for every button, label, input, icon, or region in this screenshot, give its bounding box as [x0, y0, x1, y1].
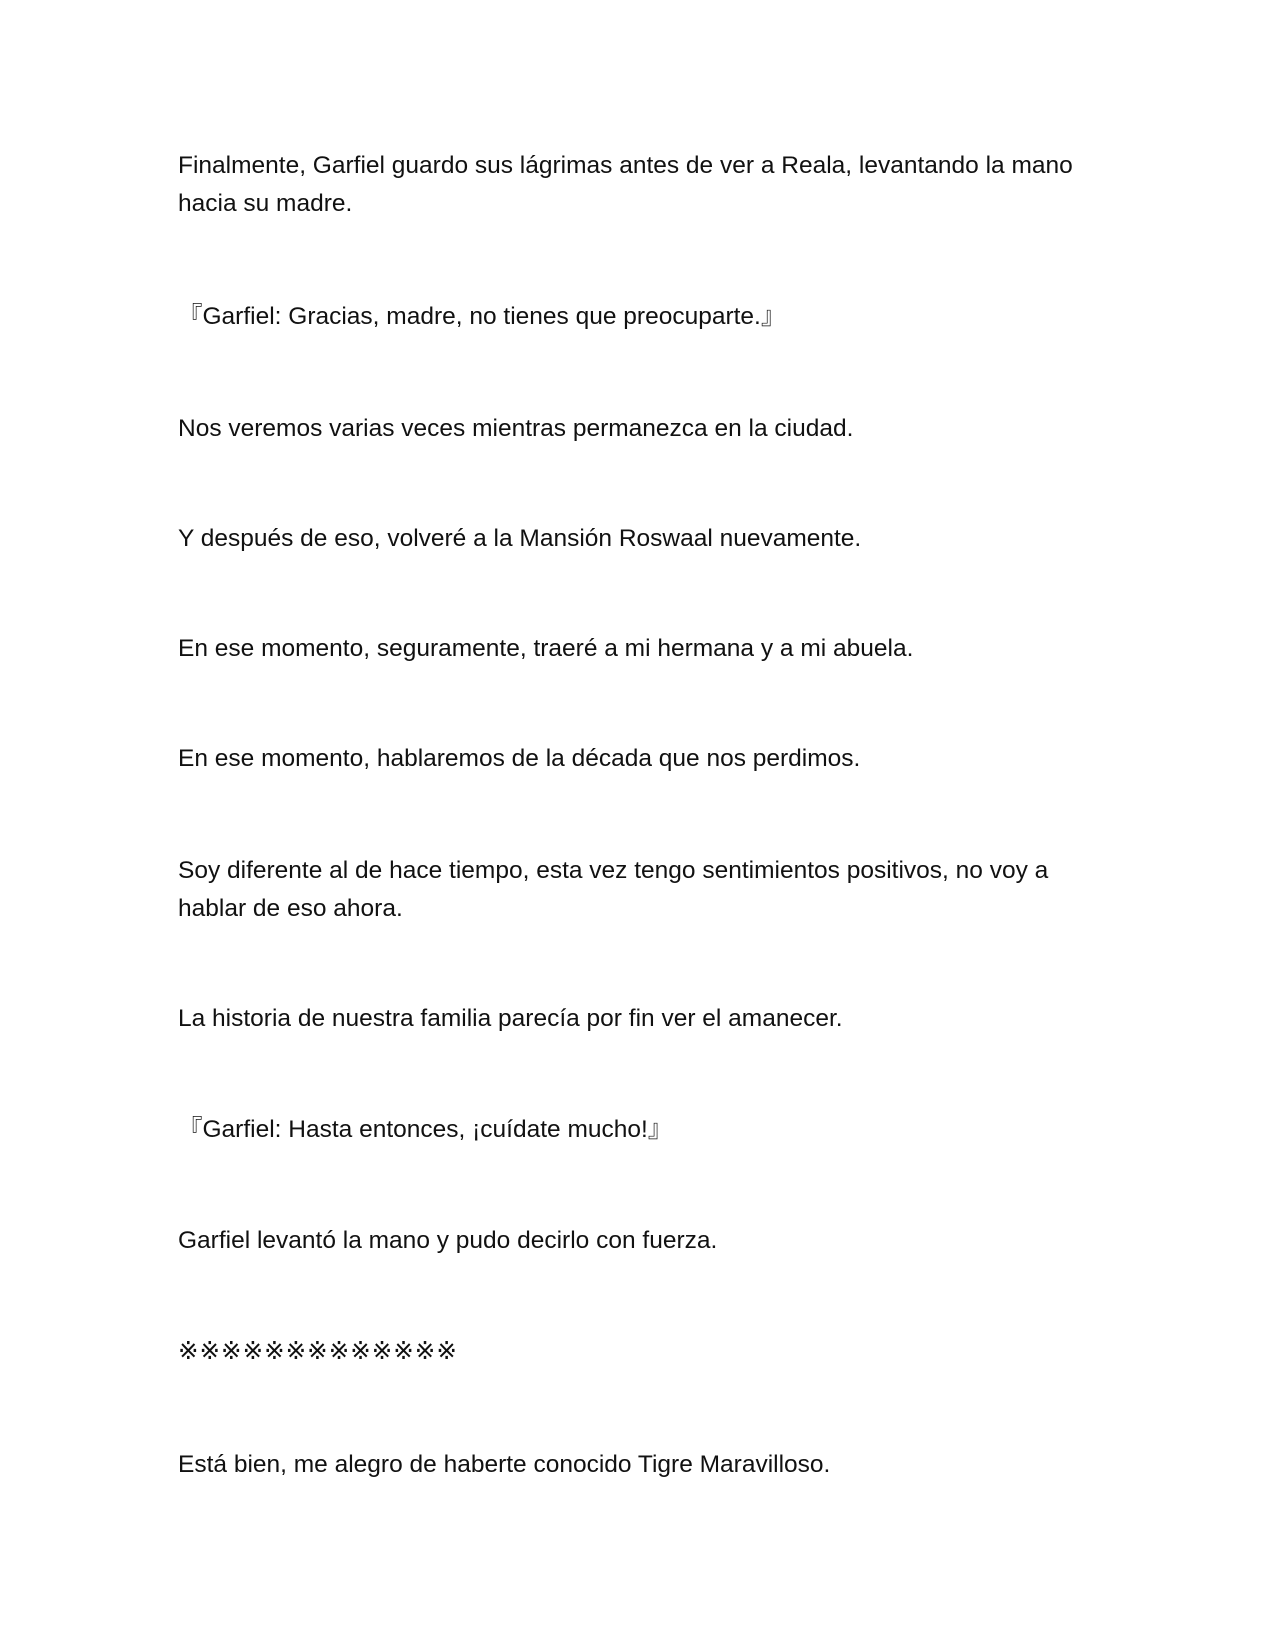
section-divider: ※※※※※※※※※※※※※	[178, 1338, 458, 1365]
dialogue-paragraph: 『Garfiel: Hasta entonces, ¡cuídate mucho!』	[178, 1116, 673, 1143]
dialogue-paragraph: 『Garfiel: Gracias, madre, no tienes que preocuparte.』	[178, 303, 786, 330]
paragraph: En ese momento, hablaremos de la década que nos perdimos.	[178, 745, 861, 772]
paragraph: Finalmente, Garfiel guardo sus lágrimas antes de ver a Reala, levantando la mano hacia su madre.	[178, 152, 1073, 217]
paragraph: Está bien, me alegro de haberte conocido Tigre Maravilloso.	[178, 1451, 831, 1478]
paragraph: Soy diferente al de hace tiempo, esta vez tengo sentimientos positivos, no voy a hablar de eso ahora.	[178, 857, 1049, 922]
paragraph: Garfiel levantó la mano y pudo decirlo con fuerza.	[178, 1227, 718, 1254]
paragraph: La historia de nuestra familia parecía por fin ver el amanecer.	[178, 1005, 843, 1032]
paragraph: Nos veremos varias veces mientras permanezca en la ciudad.	[178, 415, 854, 442]
paragraph: En ese momento, seguramente, traeré a mi hermana y a mi abuela.	[178, 635, 914, 662]
paragraph: Y después de eso, volveré a la Mansión Roswaal nuevamente.	[178, 525, 862, 552]
